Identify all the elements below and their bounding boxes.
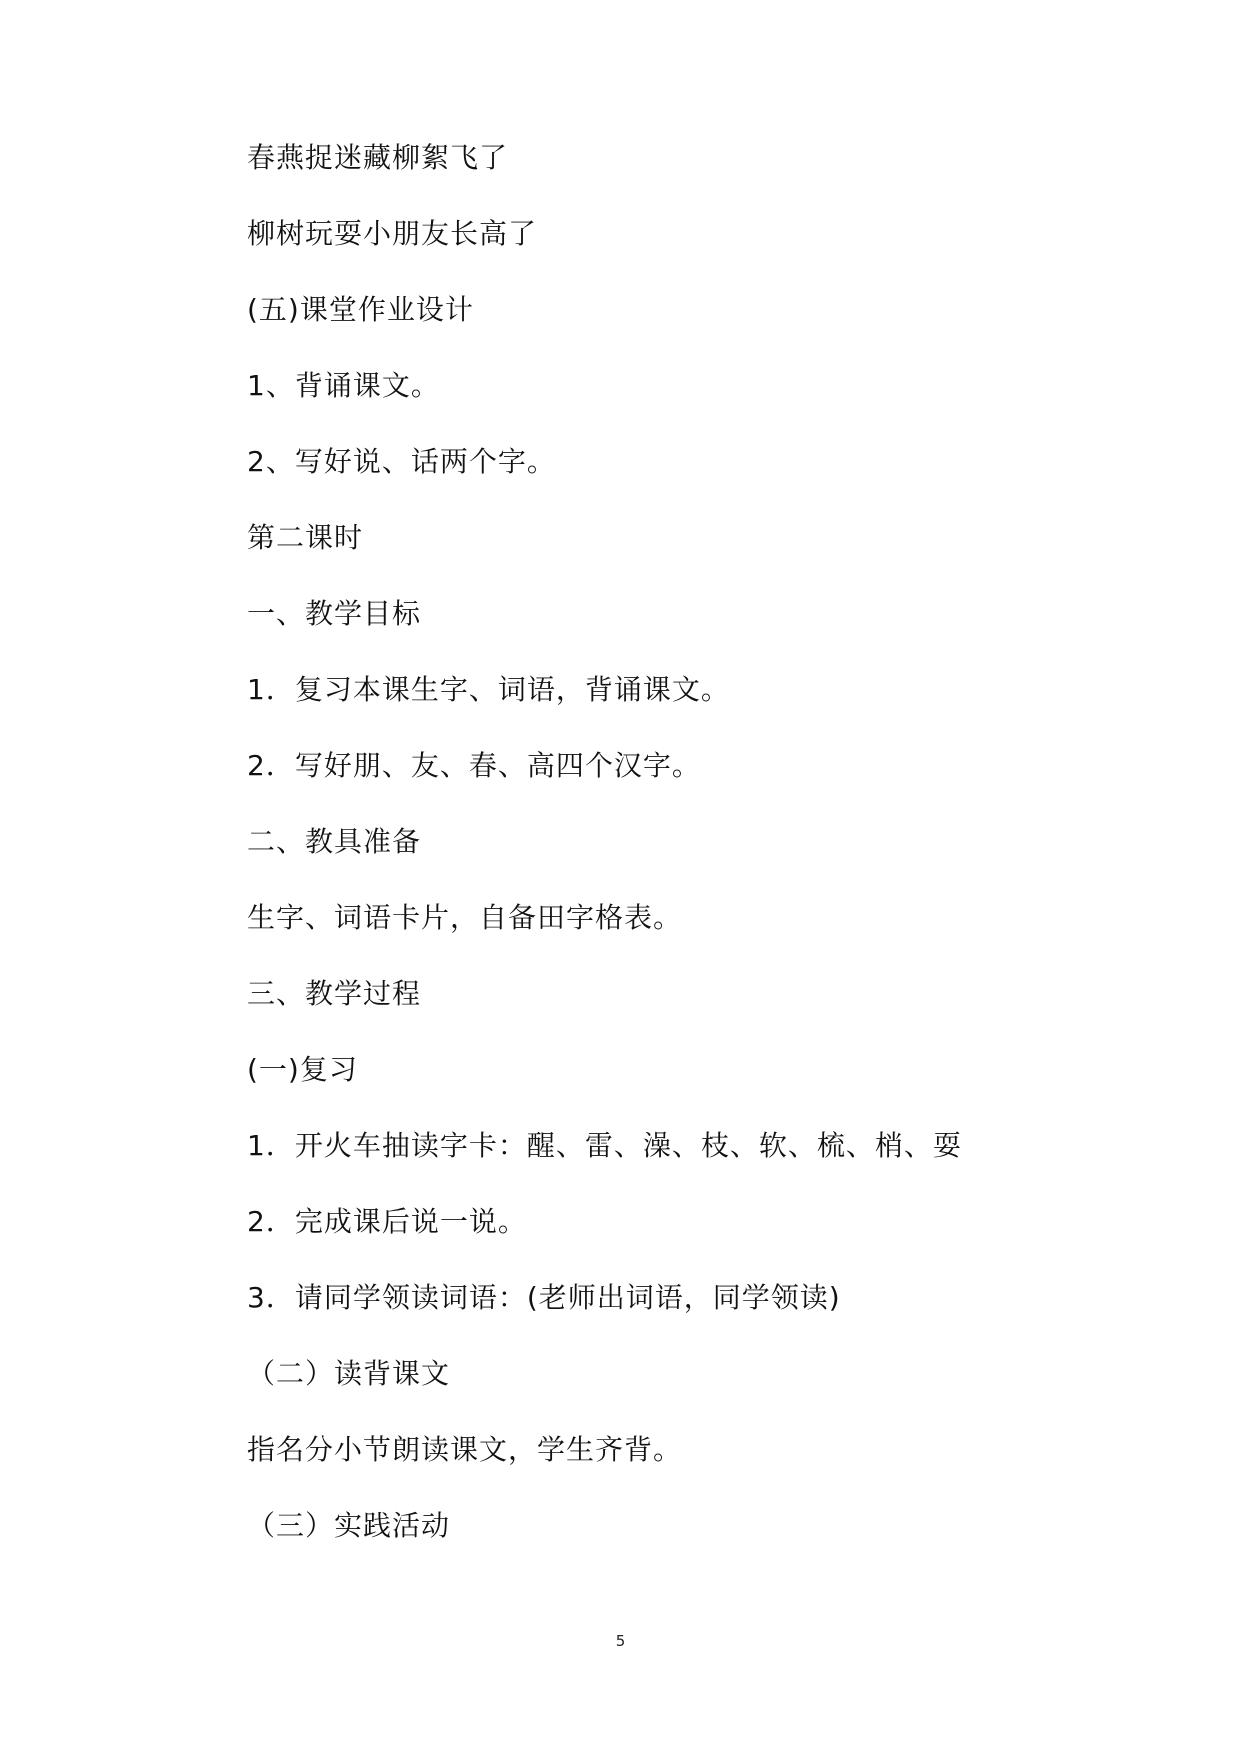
- subsection-heading: （二）读背课文: [247, 1357, 451, 1390]
- list-item: 2．完成课后说一说。: [247, 1205, 527, 1238]
- section-heading: 三、教学过程: [247, 977, 422, 1010]
- text-line: 生字、词语卡片，自备田字格表。: [247, 901, 683, 934]
- document-body: [247, 140, 1147, 1584]
- section-heading: 一、教学目标: [247, 597, 422, 630]
- list-item: 2、写好说、话两个字。: [247, 445, 556, 478]
- list-item: 1．复习本课生字、词语，背诵课文。: [247, 673, 730, 706]
- list-item: 2．写好朋、友、春、高四个汉字。: [247, 749, 701, 782]
- list-item: 1、背诵课文。: [247, 369, 440, 402]
- subsection-heading: (一)复习: [247, 1053, 358, 1086]
- subsection-heading: （三）实践活动: [247, 1509, 451, 1542]
- lesson-heading: 第二课时: [247, 521, 364, 554]
- text-line: 指名分小节朗读课文，学生齐背。: [247, 1433, 683, 1466]
- section-heading: (五)课堂作业设计: [247, 293, 474, 326]
- list-item: 1．开火车抽读字卡：醒、雷、澡、枝、软、梳、梢、耍: [247, 1129, 962, 1162]
- text-line: 春燕捉迷藏柳絮飞了: [247, 141, 509, 174]
- page-number: 5: [615, 1632, 626, 1650]
- section-heading: 二、教具准备: [247, 825, 422, 858]
- text-line: 柳树玩耍小朋友长高了: [247, 217, 538, 250]
- list-item: 3．请同学领读词语：(老师出词语，同学领读): [247, 1281, 841, 1314]
